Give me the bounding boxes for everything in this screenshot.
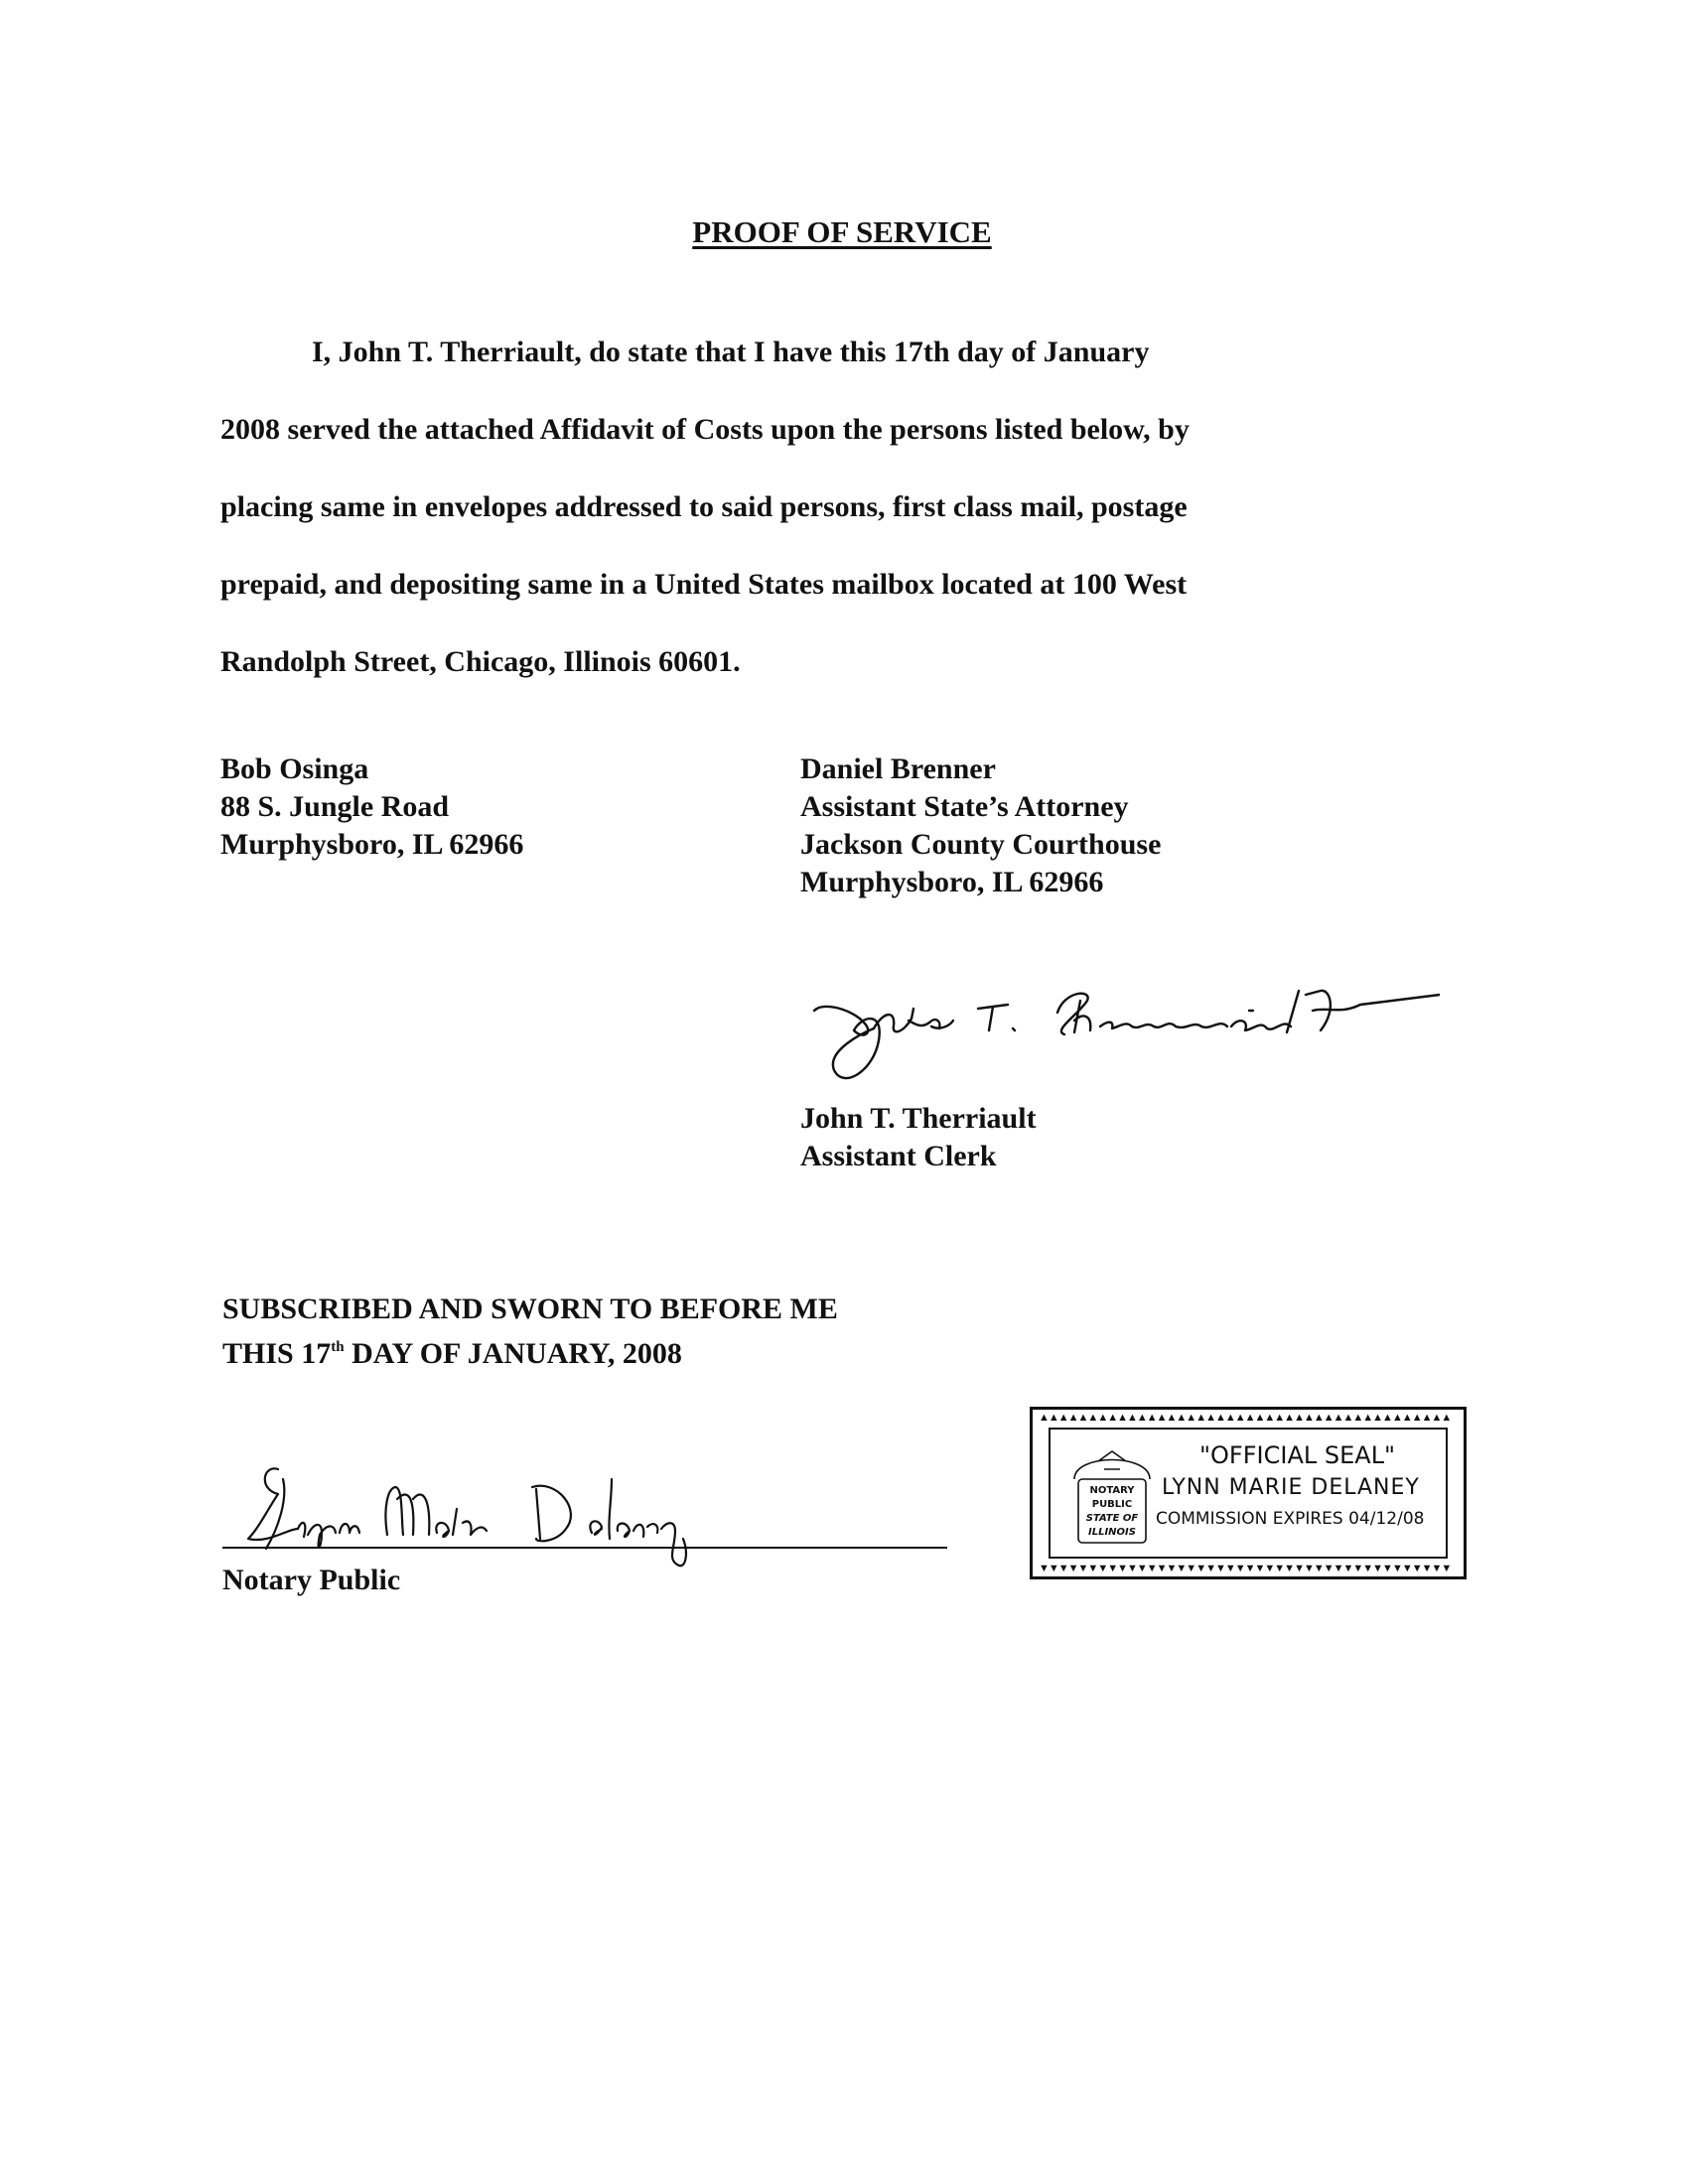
recipient-name: Daniel Brenner [800, 752, 996, 785]
recipient-city: Murphysboro, IL 62966 [220, 828, 524, 861]
notary-label: Notary Public [222, 1564, 401, 1596]
seal-border-bottom: ▼▼▼▼▼▼▼▼▼▼▼▼▼▼▼▼▼▼▼▼▼▼▼▼▼▼▼▼▼▼▼▼▼▼▼▼▼▼▼▼▼▼ [1039, 1564, 1452, 1573]
sworn-statement [222, 1291, 838, 1373]
seal-heading: "OFFICIAL SEAL" [1199, 1441, 1396, 1469]
seal-emblem-text: ILLINOIS [1088, 1527, 1136, 1538]
statement-line: prepaid, and depositing same in a United States mailbox located at 100 West [220, 568, 1188, 601]
signer-block [800, 1100, 1037, 1175]
clerk-signature [804, 971, 1440, 1100]
seal-emblem-text: STATE OF [1085, 1513, 1139, 1524]
signer-title: Assistant Clerk [800, 1140, 997, 1172]
statement-line: Randolph Street, Chicago, Illinois 60601. [220, 645, 741, 678]
seal-notary-name: LYNN MARIE DELANEY [1162, 1475, 1420, 1500]
document-title: PROOF OF SERVICE [692, 214, 992, 249]
recipient-city: Murphysboro, IL 62966 [800, 866, 1104, 898]
seal-inner-frame [1049, 1428, 1448, 1559]
official-seal-stamp [1030, 1407, 1467, 1579]
sworn-line-1: SUBSCRIBED AND SWORN TO BEFORE ME [222, 1293, 838, 1325]
recipient-name: Bob Osinga [220, 752, 369, 785]
recipient-title: Assistant State’s Attorney [800, 790, 1129, 823]
state-seal-emblem-icon [1064, 1439, 1160, 1557]
seal-emblem-text: NOTARY [1089, 1485, 1135, 1496]
signer-name: John T. Therriault [800, 1102, 1037, 1135]
statement-line: I, John T. Therriault, do state that I have this 17th day of January [312, 336, 1150, 368]
sworn-line-2: THIS 17th DAY OF JANUARY, 2008 [222, 1337, 682, 1370]
seal-emblem-text: PUBLIC [1091, 1499, 1133, 1510]
recipient-left-address [220, 751, 523, 864]
recipient-right-address [800, 751, 1161, 901]
notary-signature-line [222, 1547, 947, 1549]
statement-line: placing same in envelopes addressed to said persons, first class mail, postage [220, 490, 1188, 523]
statement-line: 2008 served the attached Affidavit of Costs upon the persons listed below, by [220, 413, 1190, 446]
recipient-street: 88 S. Jungle Road [220, 790, 450, 823]
recipient-org: Jackson County Courthouse [800, 828, 1162, 861]
service-statement [220, 314, 1293, 701]
seal-commission: COMMISSION EXPIRES 04/12/08 [1156, 1509, 1425, 1529]
seal-border-top: ▲▲▲▲▲▲▲▲▲▲▲▲▲▲▲▲▲▲▲▲▲▲▲▲▲▲▲▲▲▲▲▲▲▲▲▲▲▲▲▲▲▲ [1039, 1413, 1452, 1423]
